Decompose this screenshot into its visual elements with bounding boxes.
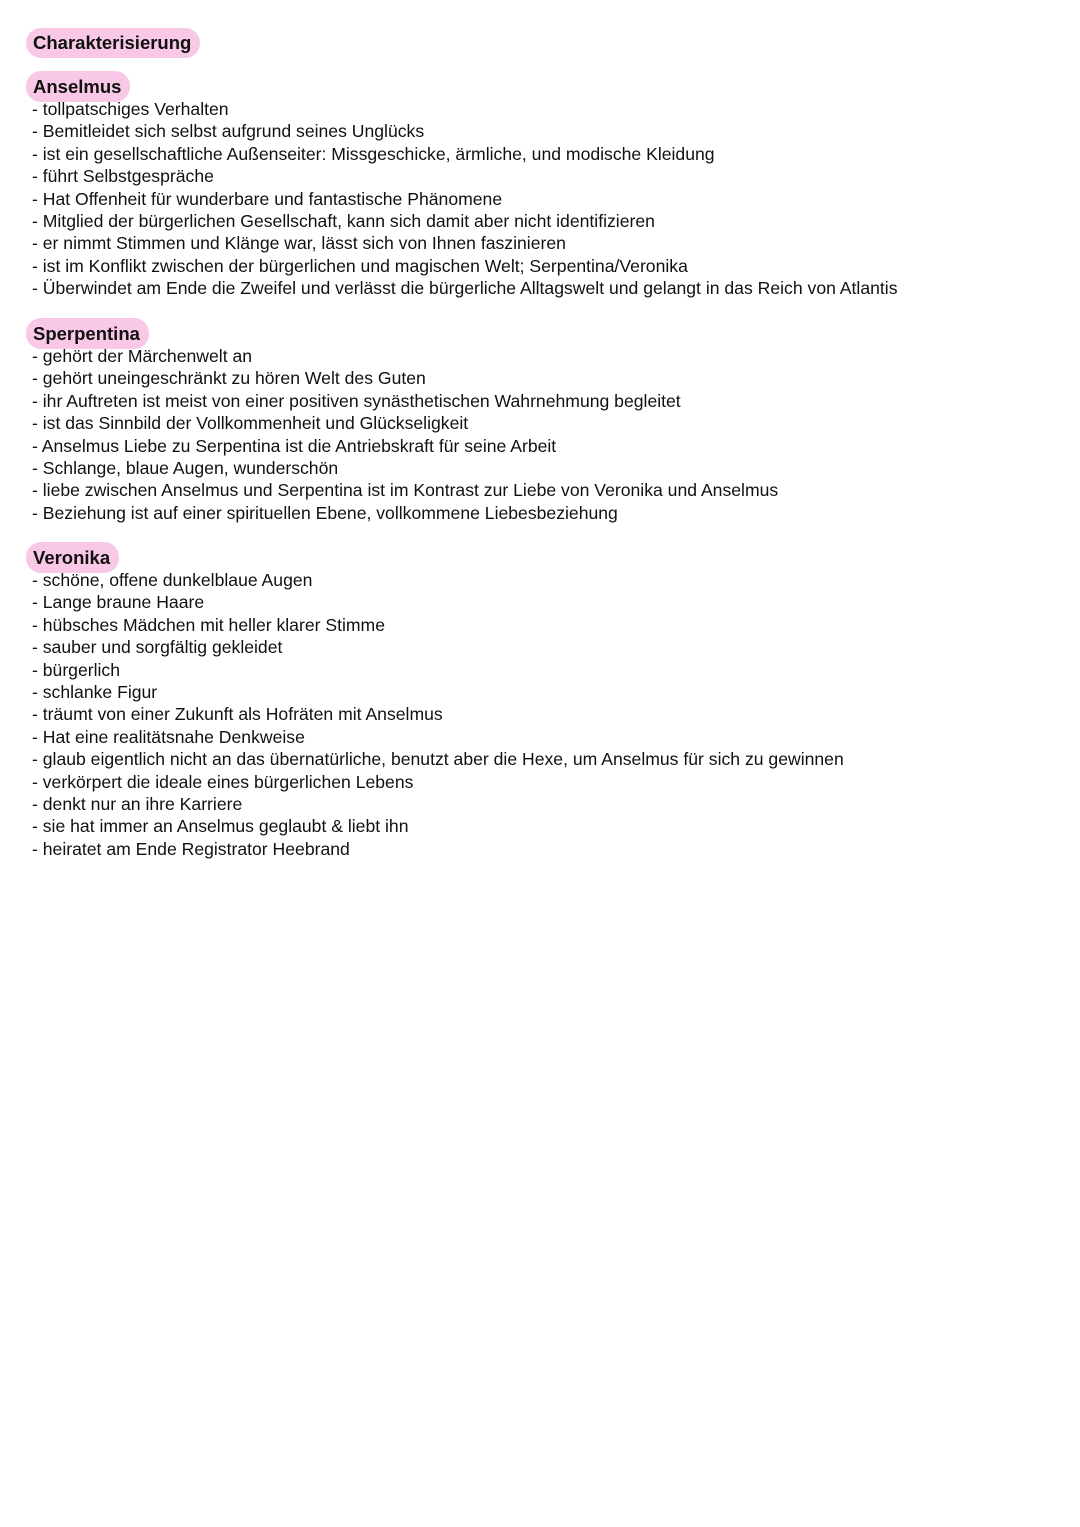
list-item: - tollpatschiges Verhalten [32,99,229,119]
list-item: - Lange braune Haare [32,592,205,613]
list-item: - glaub eigentlich nicht an das übernatürliche, benutzt aber die Hexe, um Anselmus für sich zu gewinnen [32,749,844,770]
list-item: - ihr Auftreten ist meist von einer positiven synästhetischen Wahrnehmung begleitet [32,390,681,411]
list-item: - sie hat immer an Anselmus geglaubt & liebt ihn [32,816,409,837]
document-title: Charakterisierung [26,28,200,58]
list-item: - hübsches Mädchen mit heller klarer Stimme [32,614,385,635]
section-heading: Veronika [26,542,119,573]
list-item: - führt Selbstgespräche [32,166,214,187]
bullet-list [32,569,844,860]
list-item: - Schlange, blaue Augen, wunderschön [32,457,339,478]
list-item: - Hat Offenheit für wunderbare und fantastische Phänomene [32,188,503,209]
list-item: - sauber und sorgfältig gekleidet [32,637,283,658]
list-item: - bürgerlich [32,659,121,680]
list-item: - ist das Sinnbild der Vollkommenheit und Glückseligkeit [32,413,469,434]
list-item: - schöne, offene dunkelblaue Augen [32,570,313,590]
list-item: - er nimmt Stimmen und Klänge war, lässt sich von Ihnen faszinieren [32,233,566,254]
list-item: - heiratet am Ende Registrator Heebrand [32,838,350,859]
list-item: - ist im Konflikt zwischen der bürgerlichen und magischen Welt; Serpentina/Veronika [32,255,688,276]
list-item: - Bemitleidet sich selbst aufgrund seines Unglücks [32,121,425,142]
list-item: - schlanke Figur [32,681,158,702]
list-item: - Mitglied der bürgerlichen Gesellschaft, kann sich damit aber nicht identifizieren [32,210,655,231]
list-item: - Hat eine realitätsnahe Denkweise [32,726,305,747]
bullet-list [32,98,898,300]
section-heading: Sperpentina [26,318,149,349]
list-item: - gehört der Märchenwelt an [32,346,253,366]
list-item: - liebe zwischen Anselmus und Serpentina ist im Kontrast zur Liebe von Veronika und Anselmus [32,480,779,501]
list-item: - verkörpert die ideale eines bürgerlichen Lebens [32,771,414,792]
list-item: - träumt von einer Zukunft als Hofräten mit Anselmus [32,704,443,725]
bullet-list [32,345,778,524]
list-item: - Anselmus Liebe zu Serpentina ist die Antriebskraft für seine Arbeit [32,435,557,456]
section-heading: Anselmus [26,71,130,102]
list-item: - gehört uneingeschränkt zu hören Welt des Guten [32,368,426,389]
list-item: - denkt nur an ihre Karriere [32,793,243,814]
list-item: - Beziehung ist auf einer spirituellen Ebene, vollkommene Liebesbeziehung [32,502,618,523]
list-item: - Überwindet am Ende die Zweifel und verlässt die bürgerliche Alltagswelt und gelangt in das Reich von Atlantis [32,278,898,299]
list-item: - ist ein gesellschaftliche Außenseiter: Missgeschicke, ärmliche, und modische Kleidung [32,143,715,164]
